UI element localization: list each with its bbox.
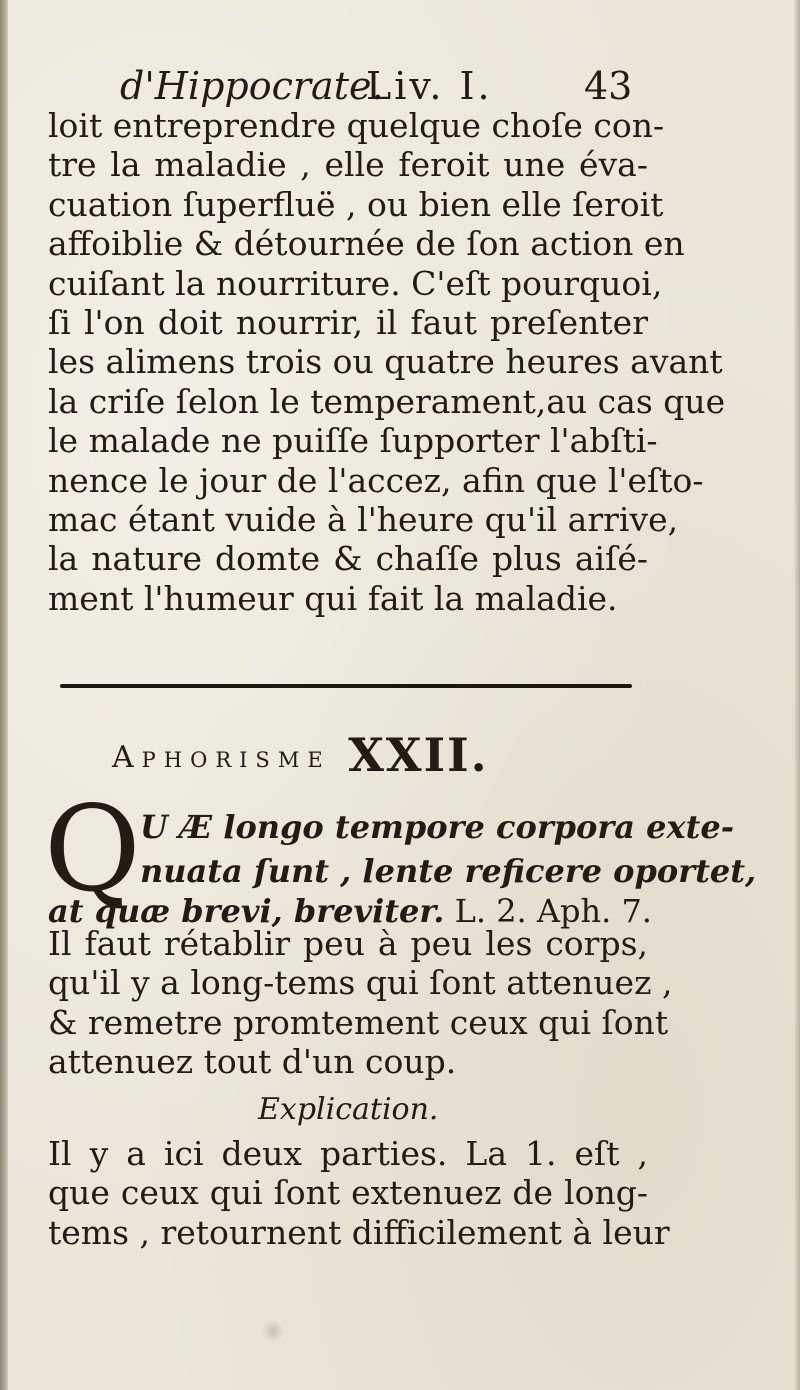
text-line: que ceux qui ſont extenuez de long- xyxy=(48,1173,648,1213)
text-line: attenuez tout d'un coup. xyxy=(48,1042,457,1082)
aphorism-heading xyxy=(112,724,632,782)
text-line: le malade ne puiſſe ſupporter l'abſti- xyxy=(48,421,658,461)
aphorism-label: Aphorisme xyxy=(112,740,331,775)
paper-spot xyxy=(262,1320,284,1342)
latin-line xyxy=(140,806,734,848)
latin-text: nuata ſunt , lente reficere oportet, xyxy=(140,852,757,890)
section-rule xyxy=(60,684,632,688)
latin-text: U Æ longo tempore corpora exte- xyxy=(140,808,734,846)
paragraph-continued xyxy=(48,106,726,618)
text-line: qu'il y a long-tems qui ſont attenuez , xyxy=(48,963,673,1003)
text-line: loit entreprendre quelque choſe con- xyxy=(48,106,665,145)
explication-heading: Explication. xyxy=(258,1092,439,1127)
text-line: nence le jour de l'accez, afin que l'eſto- xyxy=(48,460,704,500)
latin-line xyxy=(140,850,756,892)
page-edge xyxy=(794,0,800,1390)
text-line: cuiſant la nourriture. C'eſt pourquoi, xyxy=(48,263,663,303)
aphorism-reference: L. 2. Aph. 7. xyxy=(444,892,652,930)
text-line: affoiblie & détournée de ſon action en xyxy=(48,224,685,264)
text-line: tre la maladie , elle feroit une éva- xyxy=(48,145,648,185)
text-line: Il faut rétablir peu à peu les corps, xyxy=(48,924,648,963)
text-line: tems , retournent difficilement à leur xyxy=(48,1212,670,1252)
text-line: mac étant vuide à l'heure qu'il arrive, xyxy=(48,500,679,540)
explication-text xyxy=(48,1134,670,1252)
text-line: les alimens trois ou quatre heures avant xyxy=(48,342,723,382)
aphorism-translation xyxy=(48,924,673,1082)
text-line: cuation ſuperfluë , ou bien elle ſeroit xyxy=(48,184,664,224)
drop-cap: Q xyxy=(44,780,141,918)
aphorism-number: XXII. xyxy=(348,728,489,782)
text-line: ſi l'on doit nourrir, il faut preſenter xyxy=(48,303,648,343)
latin-text: at quæ brevi, breviter. xyxy=(48,892,445,930)
text-line: Il y a ici deux parties. La 1. eſt , xyxy=(48,1134,648,1173)
text-line: la nature domte & chaſſe plus aiſé- xyxy=(48,539,648,579)
page-number: 43 xyxy=(584,64,633,108)
text-line: la criſe ſelon le temperament,au cas que xyxy=(48,381,726,421)
text-line: & remetre promtement ceux qui ſont xyxy=(48,1002,669,1042)
text-line: ment l'humeur qui fait la maladie. xyxy=(48,578,618,618)
page-gutter-shadow xyxy=(0,0,8,1390)
book-number: Liv. I. xyxy=(366,64,493,108)
running-title: d'Hippocrate. xyxy=(120,64,384,108)
